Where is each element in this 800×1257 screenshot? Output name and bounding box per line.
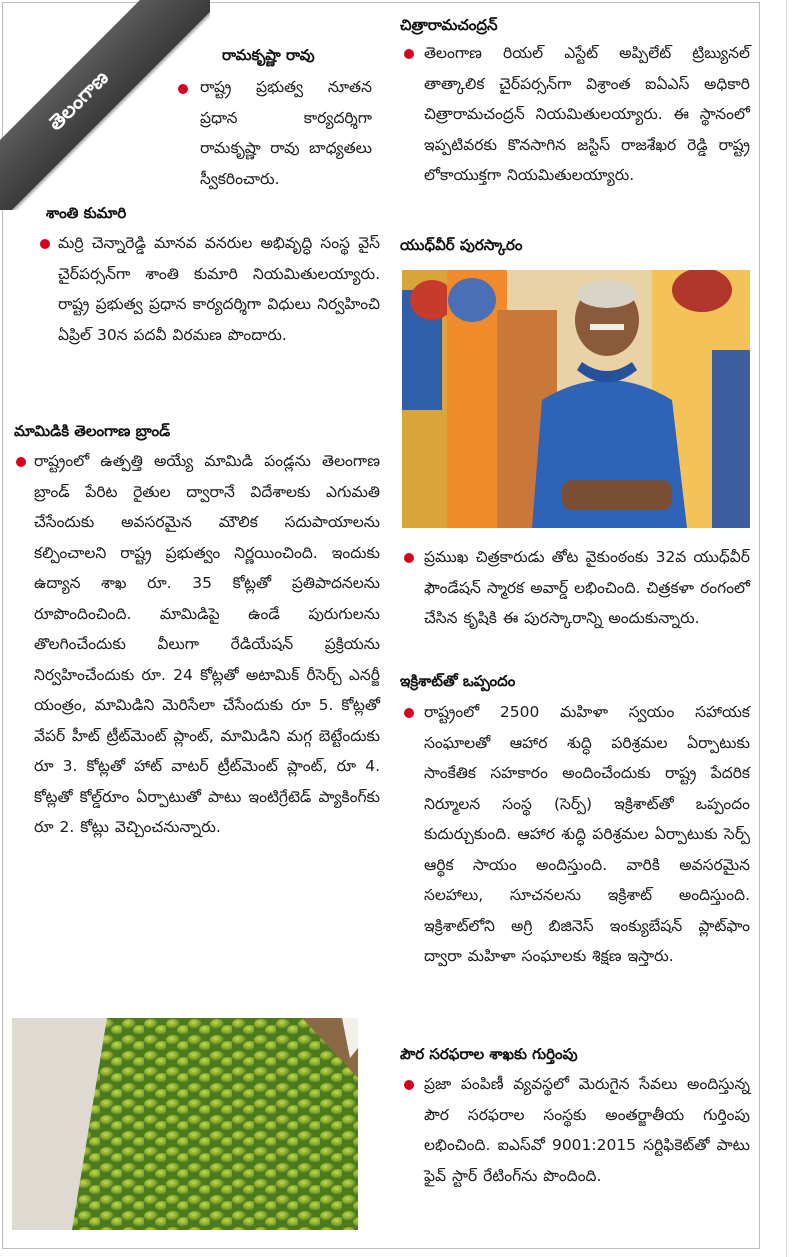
heading-icrisat: ఇక్రిశాట్‌తో ఒప్పందం [400,672,516,690]
state-ribbon-label: తెలంగాణ [42,64,113,135]
heading-ramakrishna: రామకృష్ణా రావు [222,46,315,64]
bullet-icon [178,84,188,94]
painter-image [402,270,750,528]
body-shanthi: మర్రి చెన్నారెడ్డి మానవ వనరుల అభివృద్ధి సంస్థ వైస్ చైర్‌పర్సన్‌గా శాంతి కుమారి నియమితులయ్యారు. రాష్ట్ర ప్రభుత్వ ప్రధాన కార్యదర్శిగా విధులు నిర్వహించి ఏప్రిల్ 30న పదవీ విరమణ పొందారు. [58,234,380,344]
fold-line [786,0,787,1257]
bullet-icon [404,553,414,563]
body-ramakrishna: రాష్ట్ర ప్రభుత్వ నూతన ప్రధాన కార్యదర్శిగా రామకృష్ణా రావు బాధ్యతలు స్వీకరించారు. [200,78,372,188]
heading-chitra: చిత్రారామచంద్రన్ [400,16,498,34]
bullet-icon [40,239,50,249]
mango-heap-photo [12,1018,358,1230]
state-ribbon-band [0,0,210,210]
body-mango: రాష్ట్రంలో ఉత్పత్తి అయ్యే మామిడి పండ్లను తెలంగాణ బ్రాండ్ పేరిట రైతుల ద్వారానే విదేశాలకు ఎగుమతి చేసేందుకు అవసరమైన మౌలిక సదుపాయాలను కల్పించాలని రాష్ట్ర ప్రభుత్వం నిర్ణయించింది. ఇందుకు ఉద్యాన శాఖ రూ. 35 కోట్లతో ప్రతిపాదనలను రూపొందించింది. మామిడిపై ఉండే పురుగులను తొలగించేందుకు వీలుగా రేడియేషన్ ప్రక్రియను నిర్వహించేందుకు రూ. 24 కోట్లతో అటామిక్ రీసెర్చ్ ఎనర్జీ యంత్రం, మామిడిని మెరిసేలా చేసేందుకు రూ 5. కోట్లతో వేపర్ హీట్ ట్రీట్‌మెంట్ ప్లాంట్, మామిడిని మగ్గ బెట్టేందుకు రూ 3. కోట్లతో హాట్ వాటర్ ట్రీట్‌మెంట్ ప్లాంట్, రూ 4. కోట్లతో కోల్డ్‌రూం ఏర్పాటుతో పాటు ఇంటిగ్రేటెడ్ ప్యాకింగ్‌కు రూ 2. కోట్లు వెచ్చించనున్నారు. [34,452,380,836]
painter-photo [402,270,750,528]
body-civil-supplies: ప్రజా పంపిణీ వ్యవస్థలో మెరుగైన సేవలు అందిస్తున్న పౌర సరఫరాల సంస్థకు అంతర్జాతీయ గుర్తింపు లభించింది. ఐఎస్‌వో 9001:2015 సర్టిఫికెట్‌తో పాటు ఫైవ్ స్టార్ రేటింగ్‌ను పొందింది. [424,1075,750,1185]
heading-mango: మామిడికి తెలంగాణ బ్రాండ్ [14,422,171,440]
body-icrisat: రాష్ట్రంలో 2500 మహిళా స్వయం సహాయక సంఘాలతో ఆహార శుద్ధి పరిశ్రమల ఏర్పాటుకు సాంకేతిక సహకారం అందించేందుకు రాష్ట్ర పేదరిక నిర్మూలన సంస్థ (సెర్ప్) ఇక్రిశాట్‌తో ఒప్పందం కుదుర్చుకుంది. ఆహార శుద్ధి పరిశ్రమల ఏర్పాటుకు సెర్ప్ ఆర్థిక సాయం అందిస్తుంది. వారికి అవసరమైన సలహాలు, సూచనలను ఇక్రిశాట్ అందిస్తుంది. ఇక్రిశాట్‌లోని అగ్రి బిజినెస్ ఇంక్యుబేషన్ ప్లాట్‌ఫాం ద్వారా మహిళా సంఘాలకు శిక్షణ ఇస్తారు. [424,703,750,965]
heading-civil-supplies: పౌర సరఫరాల శాఖకు గుర్తింపు [400,1045,578,1063]
body-chitra: తెలంగాణ రియల్ ఎస్టేట్ అప్పిలేట్ ట్రిబ్యునల్ తాత్కాలిక చైర్‌పర్సన్‌గా విశ్రాంత ఐఏఎస్ అధికారి చిత్రారామచంద్రన్ నియమితులయ్యారు. ఈ స్థానంలో ఇప్పటివరకు కొనసాగిన జస్టిస్ రాజశేఖర రెడ్డి రాష్ట్ర లోకాయుక్తగా నియమితులయ్యారు. [424,44,750,184]
bullet-icon [404,49,414,59]
body-yudhvir: ప్రముఖ చిత్రకారుడు తోట వైకుంఠంకు 32వ యుధ్‌వీర్ ఫౌండేషన్ స్మారక అవార్డ్ లభించింది. చిత్రకళా రంగంలో చేసిన కృషికి ఈ పురస్కారాన్ని అందుకున్నారు. [424,548,750,627]
state-ribbon [0,0,210,210]
bullet-icon [16,457,26,467]
heading-shanthi: శాంతి కుమారి [46,204,127,222]
mango-heap-image [12,1018,358,1230]
bullet-icon [404,1080,414,1090]
bullet-icon [404,708,414,718]
heading-yudhvir: యుధ్‌వీర్ పురస్కారం [400,236,523,254]
